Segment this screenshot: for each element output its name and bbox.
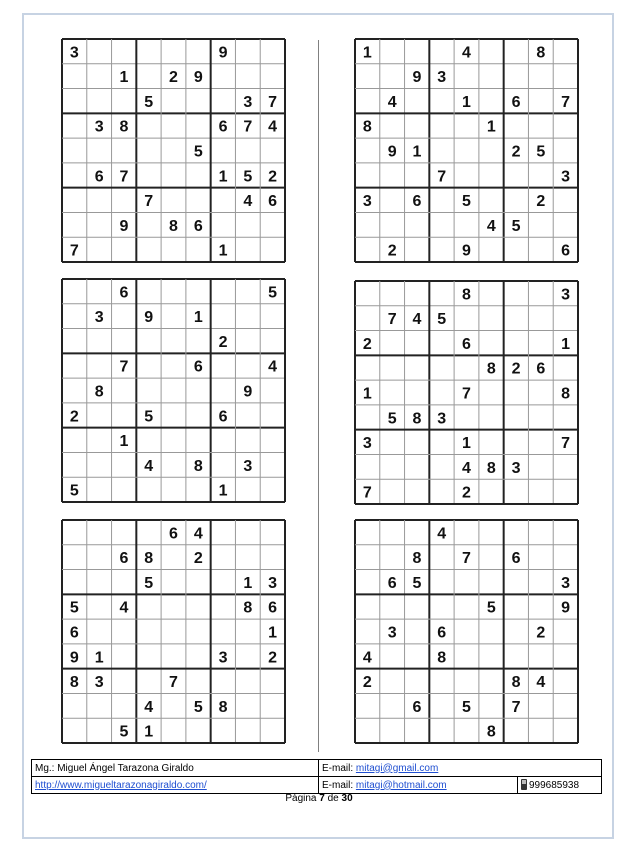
sudoku-given-digit: 2: [362, 674, 372, 692]
sudoku-given-digit: 9: [462, 242, 471, 260]
sudoku-given-digit: 2: [536, 624, 546, 642]
sudoku-given-digit: 3: [437, 69, 447, 87]
sudoku-given-digit: 3: [561, 574, 571, 592]
sudoku-given-digit: 4: [437, 525, 447, 543]
sudoku-given-digit: 6: [119, 284, 129, 302]
sudoku-given-digit: 1: [218, 482, 228, 500]
sudoku-given-digit: 5: [387, 410, 397, 428]
email-link-hotmail[interactable]: mitagi@hotmail.com: [355, 779, 447, 791]
sudoku-given-digit: 9: [119, 217, 129, 235]
sudoku-given-digit: 4: [268, 118, 278, 136]
sudoku-given-digit: 1: [193, 309, 203, 327]
sudoku-given-digit: 3: [362, 435, 372, 453]
sudoku-given-digit: 3: [94, 309, 104, 327]
sudoku-given-digit: 6: [387, 574, 397, 592]
sudoku-given-digit: 9: [193, 69, 203, 87]
sudoku-given-digit: 8: [536, 44, 546, 62]
sudoku-given-digit: 5: [193, 698, 203, 716]
sudoku-given-digit: 8: [486, 459, 496, 477]
sudoku-given-digit: 1: [243, 574, 253, 592]
sudoku-given-digit: 6: [193, 217, 203, 235]
sudoku-given-digit: 5: [462, 698, 471, 716]
sudoku-given-digit: 6: [511, 93, 521, 111]
sudoku-given-digit: 8: [119, 118, 129, 136]
phone-icon: [521, 779, 527, 790]
sudoku-given-digit: 5: [462, 193, 471, 211]
sudoku-given-digit: 8: [69, 674, 79, 692]
sudoku-given-digit: 8: [243, 599, 253, 617]
sudoku-given-digit: 7: [462, 385, 471, 403]
sudoku-given-digit: 1: [362, 385, 372, 403]
email-link-gmail[interactable]: mitagi@gmail.com: [355, 762, 439, 774]
sudoku-given-digit: 7: [511, 698, 521, 716]
sudoku-given-digit: 1: [94, 649, 104, 667]
puzzle-5-grid: [61, 519, 286, 744]
sudoku-given-digit: 6: [511, 550, 521, 568]
sudoku-given-digit: 9: [561, 599, 571, 617]
sudoku-given-digit: 2: [193, 550, 203, 568]
sudoku-given-digit: 8: [144, 550, 154, 568]
sudoku-given-digit: 4: [144, 698, 154, 716]
sudoku-given-digit: 7: [437, 168, 447, 186]
sudoku-given-digit: 3: [561, 286, 571, 304]
sudoku-given-digit: 8: [362, 118, 372, 136]
puzzle-1-grid: [61, 38, 286, 263]
sudoku-given-digit: 6: [268, 193, 278, 211]
sudoku-given-digit: 1: [119, 69, 129, 87]
sudoku-given-digit: 9: [218, 44, 228, 62]
sudoku-given-digit: 2: [536, 193, 546, 211]
sudoku-given-digit: 6: [119, 550, 129, 568]
sudoku-given-digit: 9: [412, 69, 422, 87]
sudoku-given-digit: 7: [268, 93, 278, 111]
sudoku-given-digit: 1: [268, 624, 278, 642]
author-cell: [32, 760, 319, 777]
sudoku-given-digit: 3: [69, 44, 79, 62]
puzzle-4-grid: [354, 280, 579, 505]
sudoku-given-digit: 3: [268, 574, 278, 592]
sudoku-given-digit: 4: [193, 525, 203, 543]
sudoku-given-digit: 8: [437, 649, 447, 667]
sudoku-given-digit: 7: [243, 118, 253, 136]
sudoku-given-digit: 5: [243, 168, 253, 186]
sudoku-given-digit: 2: [387, 242, 397, 260]
sudoku-given-digit: 3: [387, 624, 397, 642]
sudoku-given-digit: 4: [243, 193, 253, 211]
sudoku-given-digit: 3: [243, 93, 253, 111]
sudoku-given-digit: 4: [462, 44, 471, 62]
sudoku-given-digit: 8: [486, 723, 496, 741]
sudoku-given-digit: 9: [69, 649, 79, 667]
sudoku-given-digit: 7: [462, 550, 471, 568]
sudoku-given-digit: 3: [94, 674, 104, 692]
sudoku-given-digit: 7: [362, 484, 372, 502]
sudoku-given-digit: 6: [193, 358, 203, 376]
phone-number: 999685938: [529, 779, 580, 791]
sudoku-given-digit: 6: [268, 599, 278, 617]
sudoku-given-digit: 8: [462, 286, 471, 304]
sudoku-given-digit: 6: [69, 624, 79, 642]
sudoku-given-digit: 2: [511, 360, 521, 378]
sudoku-puzzle-5: [61, 519, 286, 744]
sudoku-given-digit: 3: [362, 193, 372, 211]
page-current: 7: [319, 793, 325, 804]
sudoku-given-digit: 3: [511, 459, 521, 477]
sudoku-given-digit: 4: [268, 358, 278, 376]
sudoku-given-digit: 2: [169, 69, 178, 87]
sudoku-given-digit: 4: [412, 311, 422, 329]
sudoku-given-digit: 8: [412, 550, 422, 568]
sudoku-given-digit: 5: [486, 599, 496, 617]
sudoku-given-digit: 4: [486, 217, 496, 235]
sudoku-given-digit: 2: [69, 408, 79, 426]
sudoku-given-digit: 1: [144, 723, 154, 741]
sudoku-given-digit: 5: [144, 574, 154, 592]
sudoku-given-digit: 7: [561, 435, 571, 453]
author-name: Mg.: Miguel Ángel Tarazona Giraldo: [35, 762, 194, 774]
sudoku-given-digit: 6: [412, 193, 422, 211]
sudoku-given-digit: 8: [511, 674, 521, 692]
sudoku-given-digit: 1: [486, 118, 496, 136]
sudoku-given-digit: 8: [193, 457, 203, 475]
sudoku-given-digit: 5: [437, 311, 447, 329]
sudoku-given-digit: 4: [362, 649, 372, 667]
sudoku-given-digit: 4: [387, 93, 397, 111]
puzzle-6-grid: [354, 519, 579, 744]
sudoku-given-digit: 7: [169, 674, 178, 692]
column-divider: [318, 40, 319, 752]
sudoku-given-digit: 2: [511, 143, 521, 161]
sudoku-given-digit: 6: [169, 525, 178, 543]
sudoku-given-digit: 5: [536, 143, 546, 161]
sudoku-given-digit: 5: [69, 482, 79, 500]
sudoku-given-digit: 8: [561, 385, 571, 403]
sudoku-given-digit: 5: [412, 574, 422, 592]
email-cell-2: [319, 777, 518, 794]
sudoku-given-digit: 5: [193, 143, 203, 161]
sudoku-given-digit: 6: [94, 168, 104, 186]
sudoku-given-digit: 7: [387, 311, 397, 329]
website-cell: [32, 777, 319, 794]
sudoku-given-digit: 7: [69, 242, 79, 260]
sudoku-given-digit: 6: [437, 624, 447, 642]
sudoku-given-digit: 6: [462, 335, 471, 353]
sudoku-given-digit: 2: [462, 484, 471, 502]
page-prefix: Página: [285, 793, 320, 804]
sudoku-given-digit: 2: [268, 649, 278, 667]
puzzle-2-grid: [354, 38, 579, 263]
email-label-2: E-mail:: [322, 779, 356, 791]
sudoku-given-digit: 3: [561, 168, 571, 186]
sudoku-given-digit: 5: [69, 599, 79, 617]
sudoku-given-digit: 5: [144, 93, 154, 111]
sudoku-given-digit: 1: [218, 168, 228, 186]
sudoku-given-digit: 1: [561, 335, 571, 353]
sudoku-puzzle-1: [61, 38, 286, 263]
sudoku-given-digit: 2: [218, 333, 228, 351]
sudoku-given-digit: 7: [119, 358, 129, 376]
sudoku-given-digit: 3: [243, 457, 253, 475]
sudoku-given-digit: 7: [144, 193, 154, 211]
website-link[interactable]: http://www.migueltarazonagiraldo.com/: [35, 779, 207, 791]
puzzle-3-grid: [61, 278, 286, 503]
sudoku-given-digit: 9: [144, 309, 154, 327]
sudoku-given-digit: 4: [536, 674, 546, 692]
sudoku-given-digit: 2: [268, 168, 278, 186]
sudoku-given-digit: 9: [243, 383, 253, 401]
sudoku-given-digit: 1: [362, 44, 372, 62]
sudoku-given-digit: 3: [218, 649, 228, 667]
sudoku-given-digit: 8: [169, 217, 178, 235]
sudoku-given-digit: 8: [94, 383, 104, 401]
sudoku-given-digit: 1: [462, 93, 471, 111]
sudoku-given-digit: 7: [561, 93, 571, 111]
sudoku-given-digit: 8: [412, 410, 422, 428]
sudoku-given-digit: 6: [561, 242, 571, 260]
sudoku-given-digit: 2: [362, 335, 372, 353]
email-cell-1: [319, 760, 602, 777]
sudoku-given-digit: 3: [94, 118, 104, 136]
sudoku-given-digit: 1: [412, 143, 422, 161]
sudoku-given-digit: 1: [462, 435, 471, 453]
phone-cell: [518, 777, 602, 794]
page-number: [0, 793, 638, 804]
sudoku-puzzle-3: [61, 278, 286, 503]
sudoku-given-digit: 4: [119, 599, 129, 617]
sudoku-given-digit: 6: [218, 118, 228, 136]
page-total: 30: [341, 793, 353, 804]
sudoku-given-digit: 5: [119, 723, 129, 741]
sudoku-puzzle-2: [354, 38, 579, 263]
footer-table: [31, 759, 602, 794]
sudoku-given-digit: 6: [412, 698, 422, 716]
sudoku-given-digit: 8: [218, 698, 228, 716]
sudoku-puzzle-4: [354, 280, 579, 505]
sudoku-given-digit: 9: [387, 143, 397, 161]
email-label-1: E-mail:: [322, 762, 356, 774]
sudoku-given-digit: 6: [536, 360, 546, 378]
sudoku-given-digit: 5: [511, 217, 521, 235]
sudoku-given-digit: 5: [144, 408, 154, 426]
sudoku-given-digit: 6: [218, 408, 228, 426]
sudoku-given-digit: 1: [218, 242, 228, 260]
sudoku-given-digit: 7: [119, 168, 129, 186]
sudoku-given-digit: 4: [144, 457, 154, 475]
sudoku-given-digit: 8: [486, 360, 496, 378]
sudoku-given-digit: 5: [268, 284, 278, 302]
sudoku-puzzle-6: [354, 519, 579, 744]
page-middle: de: [324, 793, 342, 804]
sudoku-given-digit: 3: [437, 410, 447, 428]
sudoku-given-digit: 4: [462, 459, 471, 477]
sudoku-given-digit: 1: [119, 433, 129, 451]
